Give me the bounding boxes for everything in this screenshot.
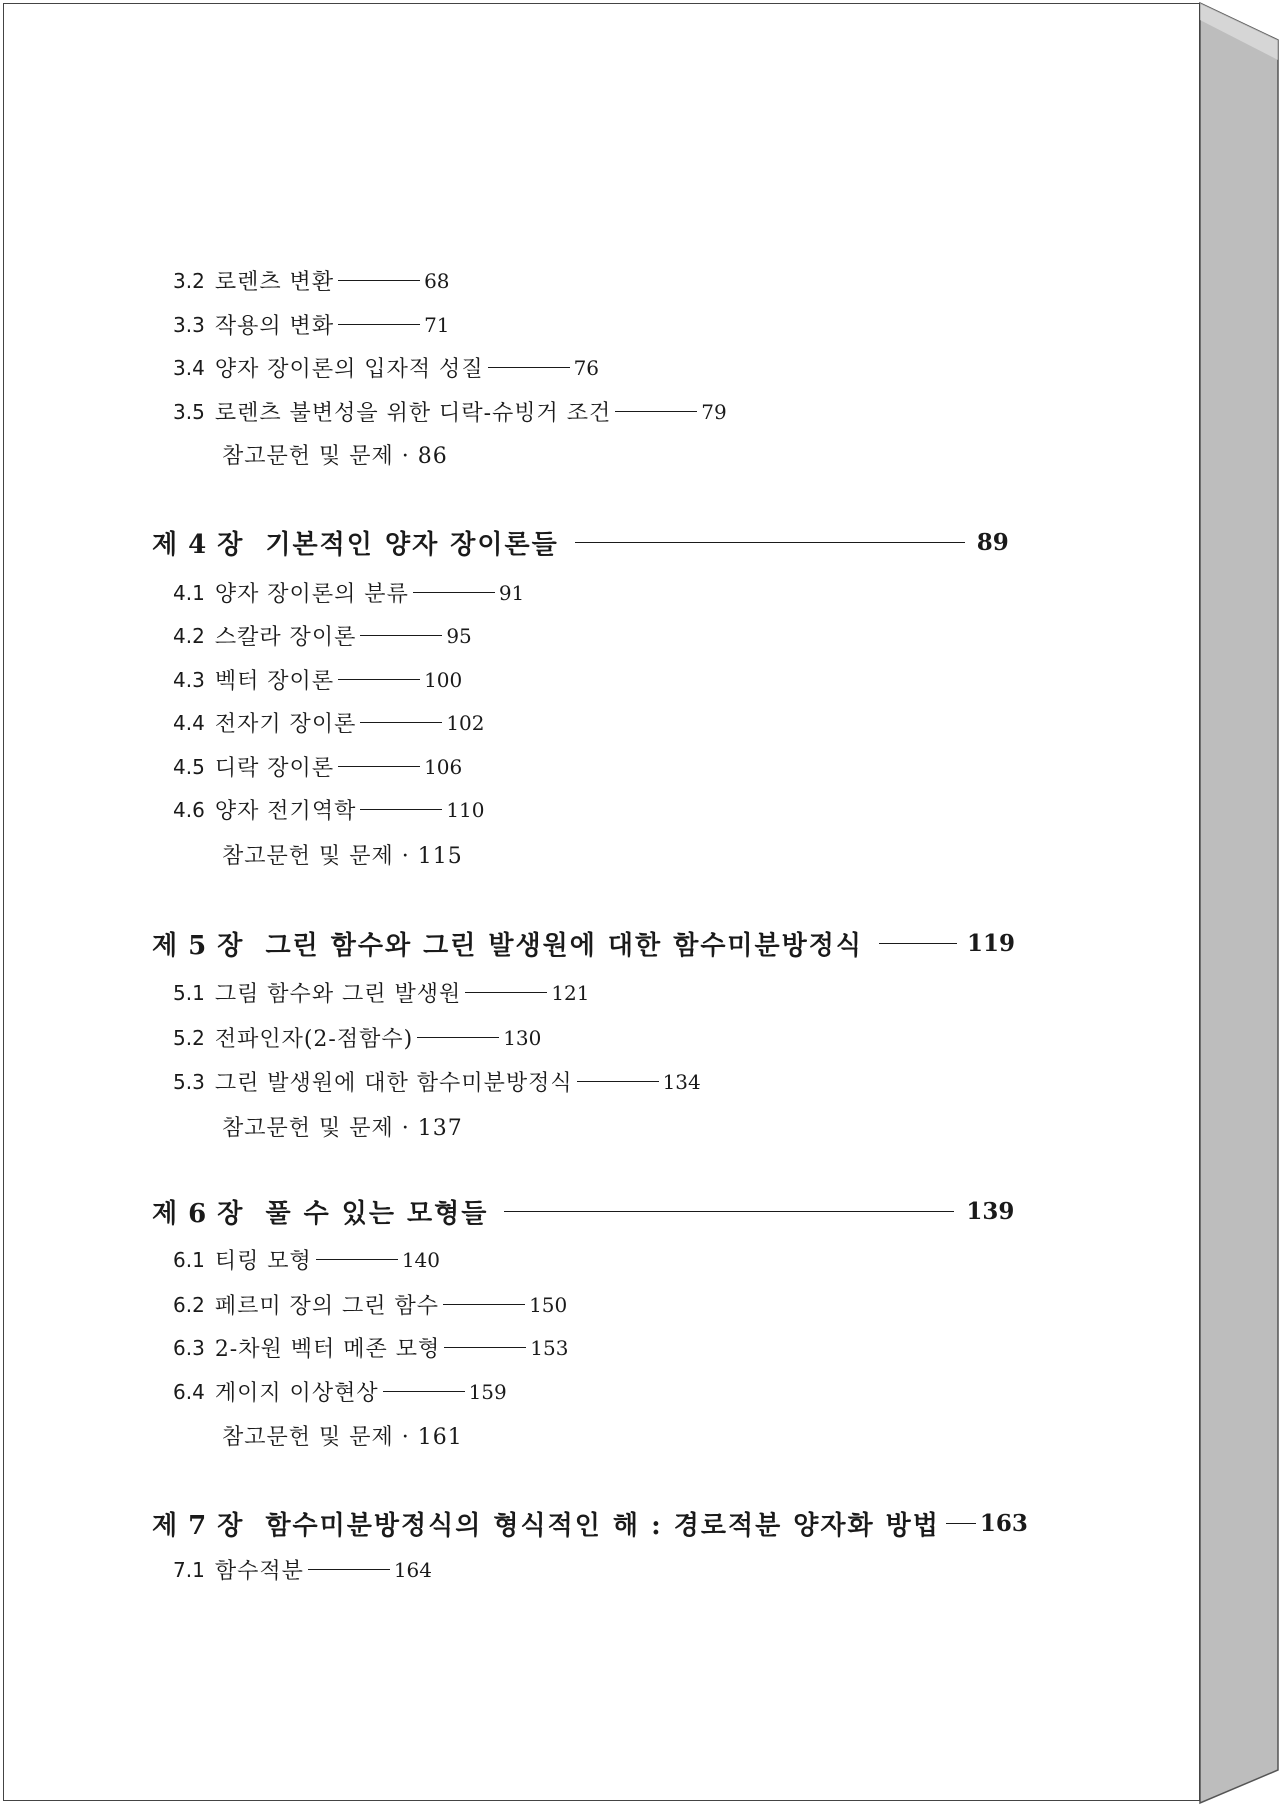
leader-dash [383,1391,465,1393]
section-title: 로렌츠 불변성을 위한 디락-슈빙거 조건 [214,401,612,426]
toc-section-7-1 [173,1554,432,1585]
section-title: 벡터 장이론 [214,669,335,694]
chapter-label: 제 5 장 [152,931,244,961]
section-number: 3.4 [173,355,205,380]
toc-section-4-6 [173,794,485,825]
section-number: 6.2 [173,1292,205,1317]
section-title: 그린 발생원에 대한 함수미분방정식 [214,1071,573,1096]
section-number: 4.3 [173,667,205,692]
page-number: 150 [529,1292,568,1317]
leader-dash [946,1523,976,1525]
leader-dash [488,367,570,369]
section-number: 6.1 [173,1247,205,1272]
section-title: 작용의 변화 [214,314,335,339]
leader-dash [504,1211,954,1213]
section-title: 양자 전기역학 [214,799,357,824]
toc-section-6-2 [173,1289,567,1320]
leader-dash [417,1037,499,1039]
section-number: 4.2 [173,623,205,648]
toc-section-4-2 [173,620,472,651]
page-number: 68 [424,268,450,293]
page-number: 164 [393,1557,433,1582]
page-number: 140 [401,1247,441,1272]
section-number: 3.2 [173,268,205,293]
toc-chapter-6 [152,1193,1014,1230]
chapter-title: 함수미분방정식의 형식적인 해 : 경로적분 양자화 방법 [265,1511,940,1541]
page-number: 71 [424,312,450,337]
page-number: 95 [446,623,472,648]
references-label: 참고문헌 및 문제 · 161 [222,1425,463,1450]
leader-dash [360,722,442,724]
toc-section-4-5 [173,751,462,782]
leader-dash [413,592,495,594]
toc-chapter-7 [152,1505,1028,1542]
page-number: 89 [976,529,1009,556]
toc-references-ch5 [222,1111,463,1142]
leader-dash [360,809,442,811]
leader-dash [577,1081,659,1083]
toc-references-ch3 [222,439,448,470]
section-title: 게이지 이상현상 [214,1381,379,1406]
section-number: 3.5 [173,399,205,424]
section-title: 스칼라 장이론 [214,625,357,650]
toc-section-4-1 [173,577,524,608]
section-title: 로렌츠 변환 [214,270,335,295]
leader-dash [879,943,957,945]
toc-section-5-2 [173,1022,541,1053]
leader-dash [308,1569,390,1571]
toc-section-6-4 [173,1376,507,1407]
page-number: 130 [503,1025,542,1050]
section-number: 4.6 [173,797,205,822]
section-title: 양자 장이론의 입자적 성질 [214,357,484,382]
section-number: 5.3 [173,1069,205,1094]
toc-section-6-3 [173,1332,568,1363]
leader-dash [360,635,442,637]
leader-dash [338,280,420,282]
section-number: 6.4 [173,1379,205,1404]
page-number: 102 [446,710,485,735]
toc-chapter-4 [152,524,1009,561]
chapter-title: 풀 수 있는 모형들 [265,1199,489,1229]
section-title: 그림 함수와 그린 발생원 [214,982,462,1007]
toc-section-5-1 [173,977,590,1008]
leader-dash [575,542,965,544]
chapter-title: 그린 함수와 그린 발생원에 대한 함수미분방정식 [265,931,864,961]
chapter-label: 제 6 장 [152,1199,244,1229]
toc-section-3-5 [173,396,727,427]
page-number: 134 [662,1069,701,1094]
toc-references-ch6 [222,1420,463,1451]
toc-section-5-3 [173,1066,701,1097]
chapter-label: 제 7 장 [152,1511,244,1541]
page-number: 79 [701,399,727,424]
references-label: 참고문헌 및 문제 · 86 [222,444,448,469]
page-number: 100 [424,667,463,692]
page-number: 106 [424,754,463,779]
toc-section-3-3 [173,309,450,340]
section-title: 디락 장이론 [214,756,335,781]
leader-dash [443,1304,525,1306]
chapter-label: 제 4 장 [152,530,244,560]
leader-dash [338,679,420,681]
toc-section-3-4 [173,352,599,383]
section-title: 함수적분 [214,1559,304,1584]
page-number: 159 [468,1379,507,1404]
toc-chapter-5 [152,925,1015,962]
section-number: 4.1 [173,580,205,605]
section-title: 페르미 장의 그린 함수 [214,1294,440,1319]
page-number: 91 [498,580,525,605]
section-number: 6.3 [173,1335,205,1360]
section-number: 7.1 [173,1557,205,1582]
section-number: 5.1 [173,980,205,1005]
toc-section-3-2 [173,265,450,296]
references-label: 참고문헌 및 문제 · 137 [222,1116,463,1141]
leader-dash [338,766,420,768]
page-number: 119 [967,930,1016,957]
page-number: 76 [573,355,600,380]
page-number: 139 [966,1198,1015,1225]
section-title: 전파인자(2-점함수) [214,1027,414,1052]
leader-dash [338,324,420,326]
page-number: 110 [446,797,485,822]
leader-dash [465,992,547,994]
section-title: 티링 모형 [214,1249,312,1274]
toc-section-4-3 [173,664,462,695]
references-label: 참고문헌 및 문제 · 115 [222,844,463,869]
section-number: 4.4 [173,710,205,735]
chapter-title: 기본적인 양자 장이론들 [265,530,559,560]
toc-section-6-1 [173,1244,440,1275]
leader-dash [615,411,697,413]
toc-section-4-4 [173,707,485,738]
page-number: 163 [979,1510,1028,1537]
section-title: 2-차원 벡터 메존 모형 [214,1337,441,1362]
section-number: 5.2 [173,1025,205,1050]
section-title: 전자기 장이론 [214,712,357,737]
section-number: 4.5 [173,754,205,779]
page-number: 153 [530,1335,569,1360]
toc-references-ch4 [222,839,463,870]
section-title: 양자 장이론의 분류 [214,582,409,607]
leader-dash [444,1347,526,1349]
leader-dash [316,1259,398,1261]
page-number: 121 [551,980,590,1005]
section-number: 3.3 [173,312,205,337]
